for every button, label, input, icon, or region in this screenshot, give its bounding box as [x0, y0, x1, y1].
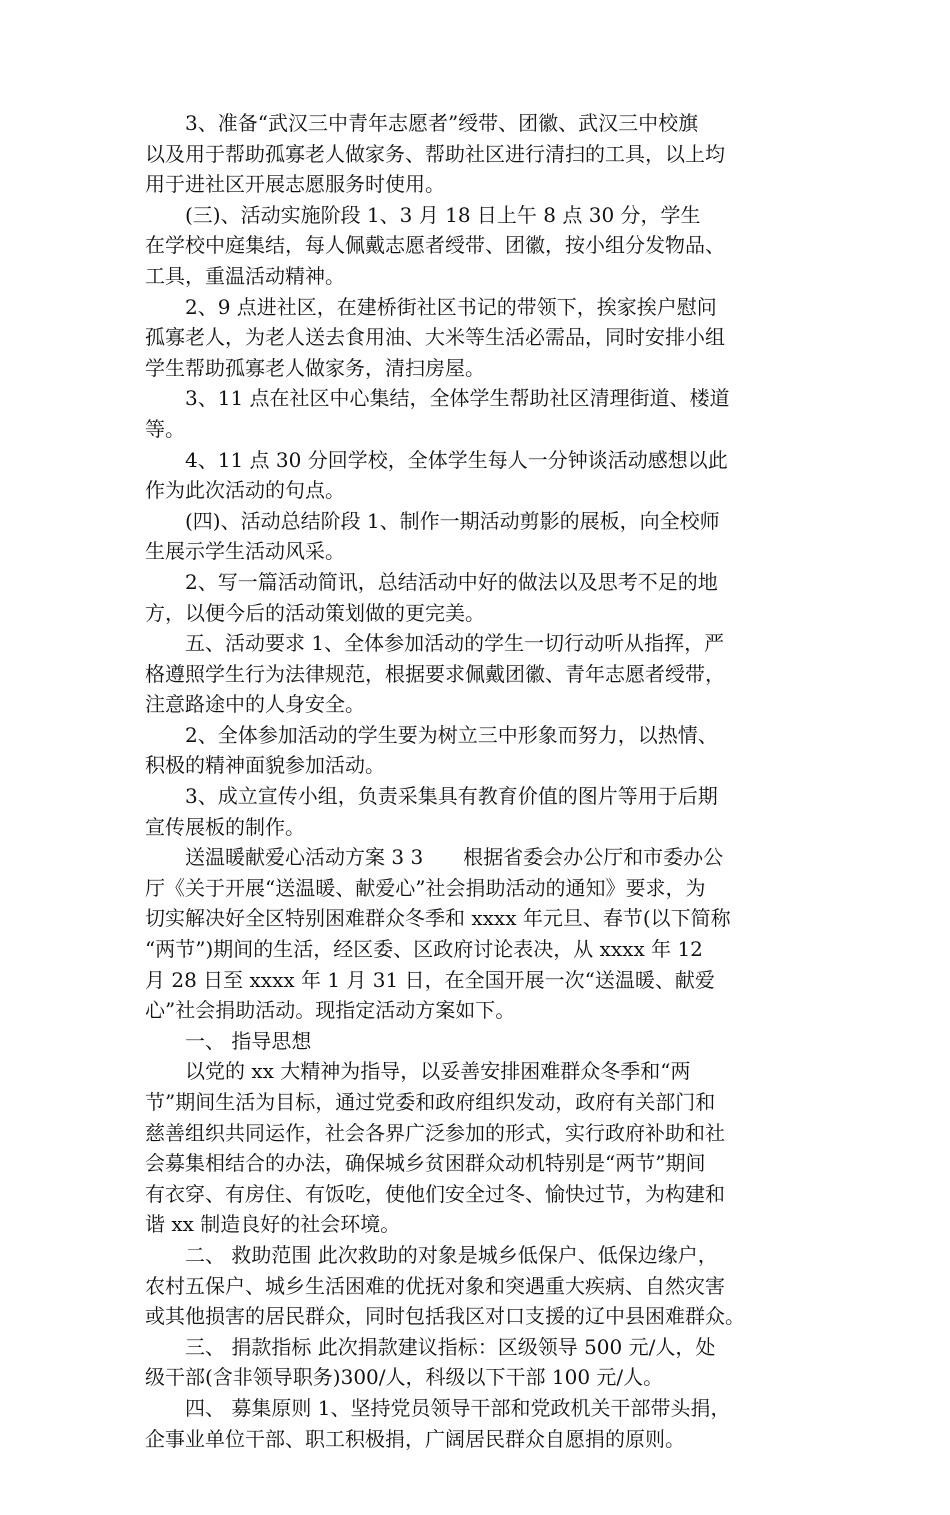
text-line: 四、 募集原则 1、坚持党员领导干部和党政机关干部带头捐， — [145, 1395, 731, 1420]
text-line: (三)、活动实施阶段 1、3 月 18 日上午 8 点 30 分，学生 — [145, 202, 701, 227]
text-line: 在学校中庭集结，每人佩戴志愿者绶带、团徽，按小组分发物品、 — [145, 233, 725, 258]
text-line: 4、11 点 30 分回学校，全体学生每人一分钟谈活动感想以此 — [145, 447, 728, 472]
text-line: 注意路途中的人身安全。 — [145, 692, 365, 717]
text-line: 级干部(含非领导职务)300/人，科级以下干部 100 元/人。 — [145, 1365, 664, 1390]
text-line: 或其他损害的居民群众，同时包括我区对口支援的辽中县困难群众。 — [145, 1304, 745, 1329]
text-line: 农村五保户、城乡生活困难的优抚对象和突遇重大疾病、自然灾害 — [145, 1273, 725, 1298]
text-line: 慈善组织共同运作，社会各界广泛参加的形式，实行政府补助和社 — [145, 1120, 725, 1145]
text-line: 会募集相结合的办法，确保城乡贫困群众动机特别是“两节”期间 — [145, 1151, 706, 1176]
text-line: 2、写一篇活动简讯，总结活动中好的做法以及思考不足的地 — [145, 569, 718, 594]
text-line: 孤寡老人，为老人送去食用油、大米等生活必需品，同时安排小组 — [145, 325, 725, 350]
text-line: 作为此次活动的句点。 — [145, 478, 345, 503]
text-line: 工具，重温活动精神。 — [145, 263, 345, 288]
text-line: 厅《关于开展“送温暖、献爱心”社会捐助活动的通知》要求，为 — [145, 875, 706, 900]
text-line: 有衣穿、有房住、有饭吃，使他们安全过冬、愉快过节，为构建和 — [145, 1181, 725, 1206]
text-line: 切实解决好全区特别困难群众冬季和 xxxx 年元旦、春节(以下简称 — [145, 906, 731, 931]
text-line: 五、活动要求 1、全体参加活动的学生一切行动听从指挥，严 — [145, 631, 725, 656]
text-line: 送温暖献爱心活动方案 3 3 根据省委会办公厅和市委办公 — [145, 845, 724, 870]
text-line: 以党的 xx 大精神为指导，以妥善安排困难群众冬季和“两 — [145, 1059, 691, 1084]
text-line: 心”社会捐助活动。现指定活动方案如下。 — [145, 998, 516, 1023]
text-line: 积极的精神面貌参加活动。 — [145, 753, 385, 778]
text-line: 3、11 点在社区中心集结，全体学生帮助社区清理街道、楼道 — [145, 386, 730, 411]
text-line: 等。 — [145, 416, 185, 441]
text-line: 3、准备“武汉三中青年志愿者”绶带、团徽、武汉三中校旗 — [145, 111, 699, 135]
text-line: 三、 捐款指标 此次捐款建议指标：区级领导 500 元/人，处 — [145, 1334, 716, 1359]
text-line: 方，以便今后的活动策划做的更完美。 — [145, 600, 485, 625]
text-line: 月 28 日至 xxxx 年 1 月 31 日，在全国开展一次“送温暖、献爱 — [145, 967, 715, 992]
text-line: 3、成立宣传小组，负责采集具有教育价值的图片等用于后期 — [145, 784, 718, 809]
text-line: 格遵照学生行为法律规范，根据要求佩戴团徽、青年志愿者绶带， — [145, 661, 725, 686]
text-line: 以及用于帮助孤寡老人做家务、帮助社区进行清扫的工具，以上均 — [145, 141, 725, 166]
text-line: 谐 xx 制造良好的社会环境。 — [145, 1212, 401, 1237]
text-line: 用于进社区开展志愿服务时使用。 — [145, 172, 445, 197]
document-page — [145, 108, 813, 1515]
text-line: 企事业单位干部、职工积极捐，广阔居民群众自愿捐的原则。 — [145, 1426, 685, 1451]
text-line — [145, 1485, 813, 1515]
text-line: 二、 救助范围 此次救助的对象是城乡低保户、低保边缘户， — [145, 1242, 718, 1267]
text-line: “两节”)期间的生活，经区委、区政府讨论表决，从 xxxx 年 12 — [145, 937, 703, 962]
text-line: 节”期间生活为目标，通过党委和政府组织发动，政府有关部门和 — [145, 1090, 716, 1114]
text-line: 生展示学生活动风采。 — [145, 539, 345, 564]
text-line — [145, 1454, 813, 1485]
text-line: 2、9 点进社区，在建桥街社区书记的带领下，挨家挨户慰问 — [145, 294, 717, 319]
text-line: (四)、活动总结阶段 1、制作一期活动剪影的展板，向全校师 — [145, 508, 720, 533]
text-line: 2、全体参加活动的学生要为树立三中形象而努力，以热情、 — [145, 722, 718, 747]
text-line: 一、 指导思想 — [145, 1028, 312, 1053]
text-line: 学生帮助孤寡老人做家务，清扫房屋。 — [145, 355, 485, 380]
text-line: 宣传展板的制作。 — [145, 814, 305, 839]
